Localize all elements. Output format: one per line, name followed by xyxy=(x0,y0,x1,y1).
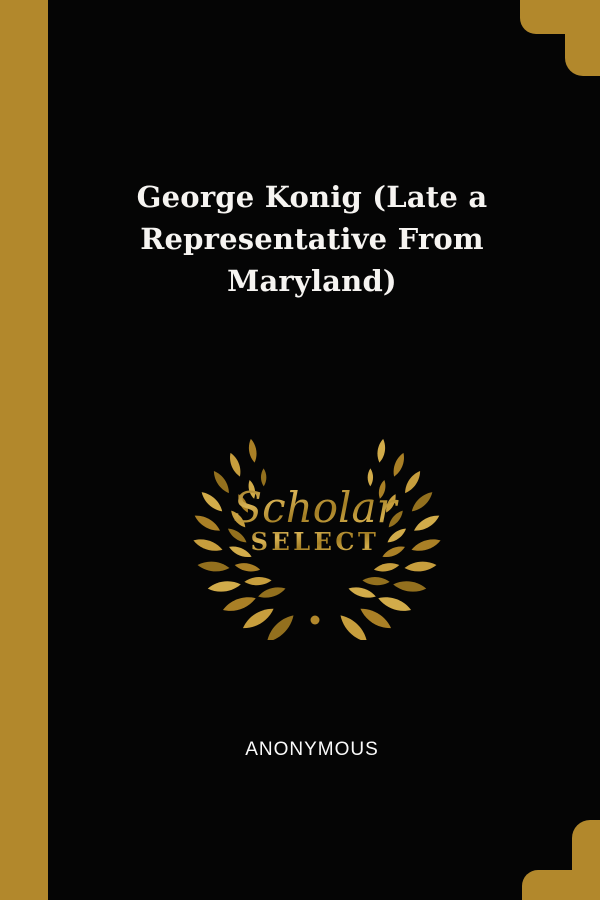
laurel-leaf xyxy=(391,451,407,478)
book-title-line: Representative From xyxy=(140,222,484,256)
laurel-leaf xyxy=(197,560,230,573)
laurel-leaf xyxy=(410,536,442,554)
cover-content xyxy=(48,0,576,900)
logo-script-text: Scholar xyxy=(233,483,397,532)
laurel-leaf xyxy=(211,469,233,496)
laurel-leaf xyxy=(257,584,287,600)
laurel-leaf xyxy=(207,579,241,593)
laurel-leaf xyxy=(381,544,407,561)
laurel-leaf xyxy=(244,576,272,586)
laurel-leaf xyxy=(347,584,377,600)
laurel-leaf xyxy=(247,438,258,463)
laurel-leaf xyxy=(240,604,276,633)
book-title-line: George Konig (Late a xyxy=(136,180,488,214)
laurel-leaf xyxy=(393,579,427,593)
laurel-leaf xyxy=(221,593,257,615)
scholar-select-logo xyxy=(187,434,447,640)
laurel-leaf xyxy=(376,438,387,463)
laurel-leaf xyxy=(234,561,261,573)
laurel-leaf xyxy=(412,512,442,535)
laurel-leaf xyxy=(402,469,424,496)
laurel-leaf xyxy=(404,560,437,573)
left-gold-stripe xyxy=(0,0,48,900)
laurel-leaf xyxy=(199,489,225,514)
laurel-leaf xyxy=(227,451,243,478)
laurel-leaf xyxy=(228,544,254,561)
wreath-dot xyxy=(311,616,320,625)
book-title xyxy=(48,176,576,302)
logo-select-text: SELECT xyxy=(250,527,380,556)
corner-accent-bottom-right-step xyxy=(572,820,600,900)
book-title-line: Maryland) xyxy=(227,264,397,298)
laurel-leaf xyxy=(377,593,413,615)
laurel-leaf xyxy=(409,489,435,514)
laurel-leaf xyxy=(192,536,224,554)
laurel-leaf xyxy=(192,512,222,535)
laurel-wreath-icon xyxy=(187,434,447,640)
laurel-leaf xyxy=(362,576,390,586)
author-name: ANONYMOUS xyxy=(245,739,379,760)
laurel-leaf xyxy=(357,604,393,633)
laurel-leaf xyxy=(373,561,400,573)
